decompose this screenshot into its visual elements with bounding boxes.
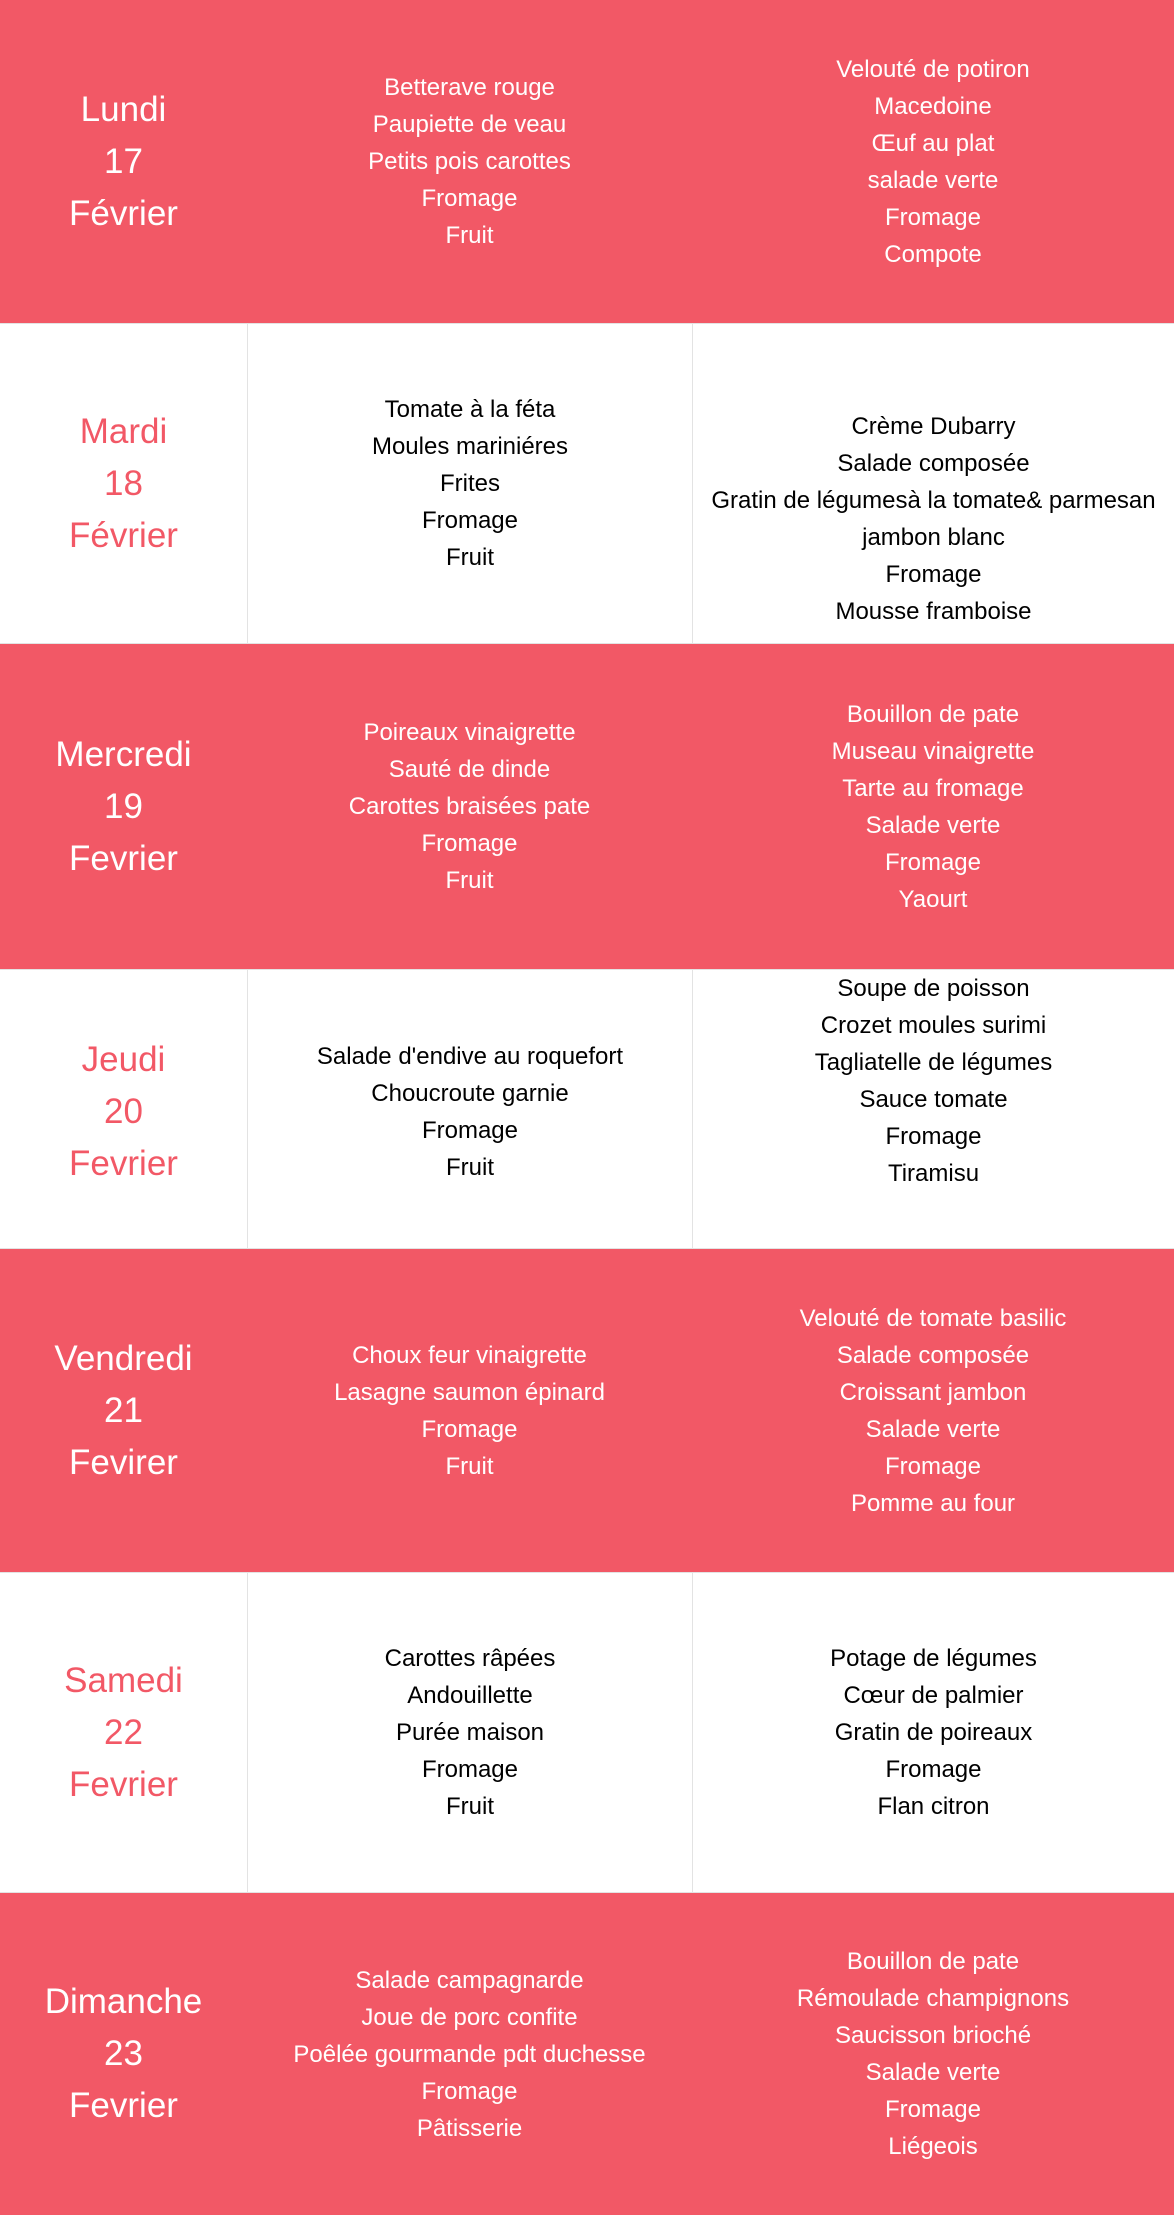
dish: Carottes braisées pate [348, 793, 591, 820]
dish: Carottes râpées [384, 1645, 556, 1672]
dinner-cell [692, 1249, 1174, 1572]
day-month: Février [69, 193, 178, 233]
dish: Fromage [884, 203, 982, 231]
dish: Paupiette de veau [372, 111, 567, 138]
dish: Poireaux vinaigrette [363, 719, 576, 746]
dish: Crozet moules surimi [820, 1012, 1047, 1039]
dish: Bouillon de pate [846, 1948, 1020, 1975]
dish: Betterave rouge [384, 74, 555, 101]
dish: Choucroute garnie [371, 1080, 569, 1107]
dish: Fromage [884, 2096, 982, 2123]
dish: Fromage [885, 560, 982, 588]
lunch-cell [247, 644, 692, 969]
dish: Velouté de potiron [836, 55, 1030, 83]
dish: Fromage [421, 1756, 519, 1783]
dish: Purée maison [395, 1719, 545, 1746]
dish: Salade d'endive au roquefort [316, 1043, 624, 1070]
day-date: 23 [104, 2034, 143, 2073]
dish: Andouillette [407, 1682, 533, 1709]
day-month: Fevirer [69, 1442, 178, 1482]
dish: Salade verte [865, 2059, 1001, 2086]
dish: Lasagne saumon épinard [334, 1378, 605, 1406]
lunch-cell [247, 1249, 692, 1572]
dish: Croissant jambon [839, 1378, 1027, 1406]
dish: Rémoulade champignons [796, 1985, 1070, 2012]
dish: Fromage [885, 1756, 982, 1783]
dish: Velouté de tomate basilic [799, 1304, 1067, 1332]
dish: Potage de légumes [830, 1645, 1037, 1672]
dinner-cell [692, 0, 1174, 323]
day-name: Lundi [80, 89, 167, 129]
dish: Bouillon de pate [846, 700, 1020, 728]
day-cell [0, 0, 247, 323]
day-name: Dimanche [44, 1982, 203, 2021]
dish: Saucisson brioché [834, 2022, 1032, 2049]
dish: Fromage [421, 1415, 518, 1443]
dish: Fromage [885, 1123, 982, 1150]
dish: Pomme au four [850, 1489, 1016, 1517]
dish: Salade verte [865, 811, 1001, 839]
dish: Yaourt [898, 885, 968, 913]
day-name: Mardi [79, 411, 168, 451]
lunch-cell [247, 1573, 692, 1892]
dish: Fromage [421, 1117, 519, 1144]
dish: Mousse framboise [835, 597, 1032, 625]
dish: Pâtisserie [416, 2114, 523, 2142]
day-month: Fevrier [69, 1764, 178, 1804]
dish: Fruit [446, 1154, 494, 1181]
dish: salade verte [867, 166, 999, 194]
dinner-cell [692, 324, 1174, 643]
menu-row-lundi [0, 0, 1174, 323]
dish: Salade composée [836, 1341, 1030, 1369]
lunch-cell [247, 970, 692, 1254]
dish: Crème Dubarry [851, 412, 1016, 440]
dish: Cœur de palmier [843, 1682, 1024, 1709]
dish: Fruit [446, 544, 494, 571]
day-name: Jeudi [81, 1040, 166, 1079]
dish: Fromage [421, 2077, 518, 2105]
lunch-cell [247, 324, 692, 643]
dish: Tomate à la féta [384, 396, 556, 423]
dish: Salade campagnarde [355, 1966, 584, 1994]
day-date: 17 [104, 141, 143, 181]
dish: Macedoine [874, 92, 992, 120]
dish: Tiramisu [887, 1160, 980, 1187]
dish: Gratin de légumesà la tomate& parmesan [711, 486, 1156, 514]
day-date: 20 [104, 1092, 143, 1131]
dish: Sauté de dinde [388, 756, 551, 783]
dish: Soupe de poisson [837, 975, 1030, 1002]
day-date: 21 [104, 1390, 143, 1430]
menu-row-vendredi [0, 1249, 1174, 1572]
dish: Sauce tomate [859, 1086, 1008, 1113]
day-cell [0, 1249, 247, 1572]
dish: Compote [884, 240, 982, 268]
dish: Fruit [445, 867, 494, 894]
dish: Flan citron [877, 1793, 990, 1820]
lunch-cell [247, 1893, 692, 2215]
dish: Fruit [445, 222, 494, 249]
dish: Moules mariniéres [371, 433, 569, 460]
lunch-cell [247, 0, 692, 323]
menu-row-mardi [0, 323, 1174, 644]
day-cell [0, 644, 247, 969]
day-cell [0, 1573, 247, 1892]
dish: Fruit [446, 1793, 494, 1820]
day-name: Mercredi [55, 734, 192, 774]
dish: Museau vinaigrette [831, 737, 1035, 765]
dish: Joue de porc confite [361, 2003, 578, 2031]
menu-row-mercredi [0, 644, 1174, 969]
dish: Fromage [421, 830, 518, 857]
day-month: Fevrier [69, 2086, 178, 2125]
dish: Œuf au plat [871, 129, 995, 157]
dish: Poêlée gourmande pdt duchesse [293, 2040, 646, 2068]
menu-row-jeudi [0, 969, 1174, 1249]
dish: jambon blanc [862, 523, 1005, 551]
dish: Petits pois carottes [368, 148, 571, 175]
dinner-cell [692, 644, 1174, 969]
day-month: Février [69, 515, 178, 555]
dish: Salade composée [837, 449, 1030, 477]
dish: Tarte au fromage [842, 774, 1024, 802]
day-cell [0, 1893, 247, 2215]
dish: Fromage [421, 507, 519, 534]
day-date: 19 [104, 786, 143, 826]
day-name: Samedi [64, 1660, 183, 1700]
day-date: 18 [104, 463, 143, 503]
day-date: 22 [104, 1712, 143, 1752]
dish: Liégeois [888, 2133, 978, 2160]
day-cell [0, 970, 247, 1254]
dish: Fromage [421, 185, 518, 212]
dinner-cell [692, 1573, 1174, 1892]
dish: Gratin de poireaux [834, 1719, 1033, 1746]
menu-row-dimanche [0, 1893, 1174, 2215]
dish: Salade verte [865, 1415, 1001, 1443]
dish: Frites [440, 470, 500, 497]
dinner-cell [692, 1893, 1174, 2215]
dish: Tagliatelle de légumes [814, 1049, 1053, 1076]
day-month: Fevrier [69, 1144, 178, 1183]
day-cell [0, 324, 247, 643]
dish: Choux feur vinaigrette [352, 1341, 587, 1369]
dish: Fromage [884, 1452, 982, 1480]
day-month: Fevrier [69, 838, 178, 878]
menu-row-samedi [0, 1572, 1174, 1893]
dish: Fruit [445, 1452, 494, 1480]
dinner-cell [692, 970, 1174, 1254]
day-name: Vendredi [54, 1338, 193, 1378]
dish: Fromage [884, 848, 982, 876]
